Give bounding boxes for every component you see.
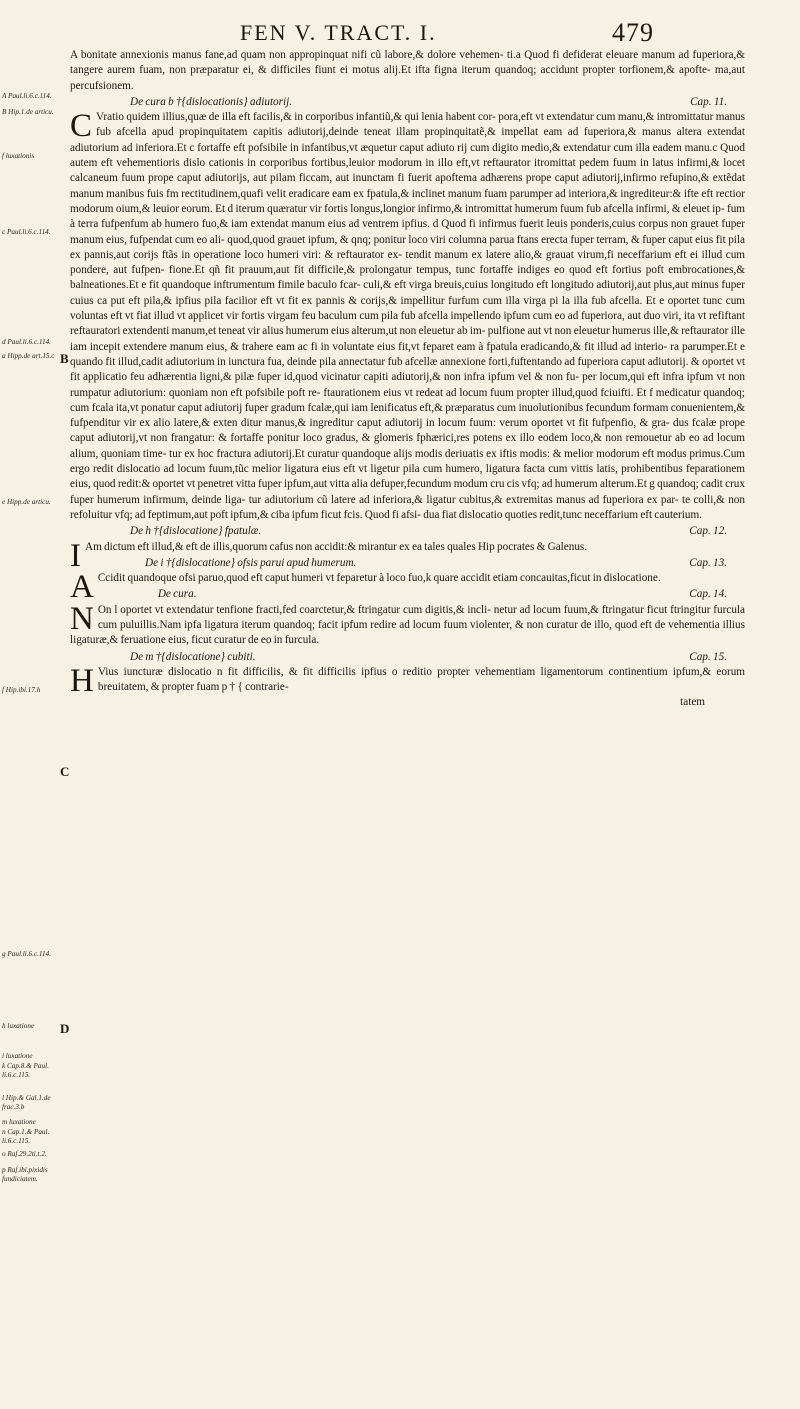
paragraph: [70, 600, 745, 649]
running-title: FEN V. TRACT. I.: [240, 20, 437, 45]
section-letter-c: C: [60, 764, 70, 779]
margin-note: fundiciatem.: [2, 1175, 38, 1183]
chapter-number: Cap. 15.: [689, 650, 727, 663]
paragraph-text: Vius iuncturæ dislocatio n fit difficilis, & fit difficilis ipfius o reditio propter vehementiam ligamentorum continentium ipfum,& eorum breuitatem, & propter fuam p † { contrarie-: [97, 665, 745, 694]
drop-cap: H: [70, 662, 94, 699]
margin-note: li.6.c.115.: [2, 1137, 31, 1145]
margin-note: a Hipp.de art.15.c: [2, 352, 55, 360]
margin-note: f luxationis: [2, 152, 35, 160]
main-text: [70, 48, 745, 711]
drop-cap: N: [70, 600, 94, 637]
chapter-heading: [70, 95, 745, 110]
chapter-title: De i †{dislocatione} ofsis parui apud humerum.: [145, 556, 357, 569]
drop-cap: I: [70, 537, 81, 574]
section-letter-d: D: [60, 1021, 70, 1036]
chapter-number: Cap. 13.: [689, 556, 727, 569]
drop-cap: A: [70, 569, 94, 606]
paragraph: [70, 662, 745, 699]
chapter-heading: [70, 524, 745, 539]
margin-note: c Paul.li.6.c.114.: [2, 228, 51, 236]
catchword: tatem: [680, 696, 705, 709]
drop-cap: C: [70, 108, 93, 145]
margin-note: d Paul.li.6.c.114.: [2, 338, 51, 346]
paragraph: A bonitate annexionis manus fane,ad quam non appropinquat nifi cũ labore,& dolore vehemen- ti.a Quod fi defiderat eleuare manum ad fuperiora,& tangere aurem fuam, non præparatur ei, & difficiles fiunt ei motus alij.Et ifta figna iterum quandoq; accidunt propter torfionem,& apofte- ma,aut percufsionem.: [70, 49, 745, 92]
margin-note: f Hip.ibi.17.h: [2, 686, 41, 694]
paragraph-text: Vratio quidem illius,quæ de illa eft facilis,& in corporibus infantiũ,& qui lenia habent cor- pora,eft vt extendatur cum manu,& intromittatur manus fub afcella apud propinquitatem capitis adiutorij,deinde teneat illam propinquitatẽ,& impellat eam ad fuperiora,& manus altera extendat adiutorium ad inferiora.Et c fortaffe eft pofsibile in infantibus,vt æquetur caput adiuto rij cum digito medio,& extendatur cum illa eadem manu.c Quod autem eft vehementioris dislo cationis in corporibus fortibus,leuior modorum in illo eft,vt reftaurator itromittat pedem fuum in latus infirmi,& locet calcaneum fuum prope caput adiutorijs, aut pilam ficcam, aut inunctam fi fuerit apoftema adhærens prope caput adiutorij,infirmo refupino,& extẽdat manum manibus fuis fm rectitudinem,quafi velit eradicare eam ex fpatula,& inclinet manum fuam parumper ad interiora,& ingrediteur:& ifte eft rectior modorum oium,& leuior eorum. Et d iterum quæratur vir fortis longus,longior infirmo,& intromittat humerum fuum fub afcella infirmi, & eleuet ip- fum à terra fufpenfum ab humero fuo,& iam extendat manum eius ad ventrem ipfius. d Quod fi infirmus fuerit leuis ponderis,cuius corpus non grauet fuper manum eius, fufpendat cum eo ali- quod,quod grauet ipfum, & qnq; ponitur loco viri columna parua ftans erecta fuper terram, & fuper caput eius fit pila ex pannis,aut corijs ftãs in operatione loco humeri viri: & reftaurator ex- tendit manum ex latere alio,& grauat virum,fi neceffarium eft ei illud cum pondere, aut fufpen- fione.Et qñ fit prauum,aut fit difficile,& prolongatur tempus, tunc fortaffe indiges eo quod eft fortius poft embrocationes,& balneationes.Et e fit quandoque inftrumentum fimile baculo fcar- culi,& eft virga breuis,cuius longitudo eft longitudo adiutorij,aut plus,aut minus fuper cuius ca put eft pila,& ipfius pila facilior eft vt fit ex pannis & corijs,& impellitur furfum cum illa virga pi la illa fub afcella. Et e oportet tunc cum voluntas eft vt fiat illud vt applicet vir fortis virgam feu baculum cum pila fub afcella impellendo ipfum cum eo ad fuperiora, aut duo viri, ita vt refiftant reftauratori extendenti manum,et teneat vir alius humerum eius alterum,ut non eleuetur ab im- pulfione aut vt non eleuetur humerus ille,& reftaurator ille iam incepit extendere manum eius, & trahere eam ac fi in voluntate eius fit,vt feparet eam à fpatula eradicando,& fit illud ad interio- ra parumper.Et e quando fit illud,cadit adiutorium in iunctura fua, deinde pila annectatur fub afcellæ annexione forti,fuftentando ad fuperiora caput adiutorij. & oportet vt fit applicatio feu adhærentia ligni,& pilæ fuper id,quod vicinatur capiti adiutorij,& non infra ipfum vel & non fu- per locum,qui eft infra ipfum vt non rumpatur adiutorium: quoniam non eft pofsibile poft re- ftaurationem eius vt redeat ad locum fuum propter illud,quod fciuifti. Et f medicatur quandoq; cum fcala ita,vt ponatur caput adiutorij fuper gradum fcalæ,qui iam lenificatus eft,& præparatus cum inuolutionibus fecundum formam conuenientem,& fufpenditur vir ex alio latere,& exten ditur manus,& ingreditur caput adiutorij in locum fuum: verum oportet vt fit fufpenfio, & gra- dus fcalæ prope caput adiutorij,vt non frangatur: & fortaffe ponitur loco gradus, & glomeris fphærici,res potens ex illo eodem loco,& non remouetur ab eo ad locum alium, quoniam time- tur ex hoc fractura adiutorij.Et curatur quandoque alijs modis deriuatis ex iftis modis: & melior modorum eft modus primus.Cum ergo redit dislocatio ad locum fuum,tũc melior ligatura eius eft vt ligetur pila cum humero, ligatura facta cum vittis latis, prohibentibus feparationem eius, quod redit:& oportet vt penetret vitta fuper ipfum,aut vitta alia defuper,fecundum modum cru cis vfq; ad humerum alterum.Et g quandoq; cadit crux fuper humerum infirmum, deinde liga- tur adiutorium cũ latere ad inferiora,& ligatur cubitus,& extremitas manus ad fuperiora ex par- te colli,& non refoluitur vfq; ad feptimum,aut poft ipfum,& ciba ipfum ficut fcis. Quod fi afsi- dua fiat dislocatio quoties redit,tunc neceffarium eft cauterium.: [70, 111, 745, 521]
margin-note: li.6.c.115.: [2, 1071, 31, 1079]
chapter-number: Cap. 12.: [689, 525, 727, 538]
margin-note: p Raf.ibi.pixidis: [2, 1166, 48, 1174]
margin-note: g Paul.li.6.c.114.: [2, 950, 51, 958]
margin-note: A Paul.li.6.c.114.: [2, 92, 52, 100]
chapter-number: Cap. 11.: [690, 95, 727, 108]
margin-note: k Cap.8.& Paul.: [2, 1062, 49, 1070]
margin-note: B Hip.1.de articu.: [2, 108, 54, 116]
chapter-title: De m †{dislocatione} cubiti.: [130, 650, 256, 663]
margin-note: m luxatione: [2, 1118, 36, 1126]
chapter-heading: [98, 587, 745, 602]
margin-note: i luxatione: [2, 1052, 33, 1060]
chapter-title: De cura b †{dislocationis} adiutorij.: [130, 95, 293, 108]
chapter-title: De h †{dislocatione} fpatulæ.: [130, 525, 262, 538]
page-number: 479: [612, 18, 654, 47]
paragraph: [70, 110, 745, 523]
chapter-title: De cura.: [157, 588, 197, 601]
paragraph-text: On l oportet vt extendatur tenfione fracti,fed coarctetur,& ftringatur cum digitis,& incli- netur ad locum fuum,& ftringatur ficut ftringitur furcula cum puluillis.Nam ipfa ligatura iterum quandoq; facit ipfum redire ad locum fuum violenter, & non curatur de illo, quod eft de vehementia illius ligaturæ,& feruatione eius, ficut curatur de eo in furcula.: [70, 603, 745, 647]
margin-note: h luxatione: [2, 1022, 35, 1030]
margin-note: n Cap.1.& Paul.: [2, 1128, 50, 1136]
section-letter-b: B: [60, 351, 69, 366]
margin-note: frac.3.b: [2, 1103, 25, 1111]
paragraph-text: Ccidit quandoque ofsi paruo,quod eft caput humeri vt feparetur à loco fuo,k quare accidit etiam concauitas,ficut in dislocatione.: [97, 572, 661, 585]
margin-note: o Raf.29.2ti.t.2.: [2, 1150, 47, 1158]
margin-note: e Hipp.de articu.: [2, 498, 51, 506]
chapter-heading: [85, 556, 745, 571]
chapter-heading: [70, 650, 745, 665]
chapter-number: Cap. 14.: [689, 588, 727, 601]
paragraph-text: Am dictum eft illud,& eft de illis,quorum cafus non accidit:& mirantur ex ea tales quales Hip pocrates & Galenus.: [85, 540, 588, 553]
margin-note: l Hip.& Gal.1.de: [2, 1094, 51, 1102]
